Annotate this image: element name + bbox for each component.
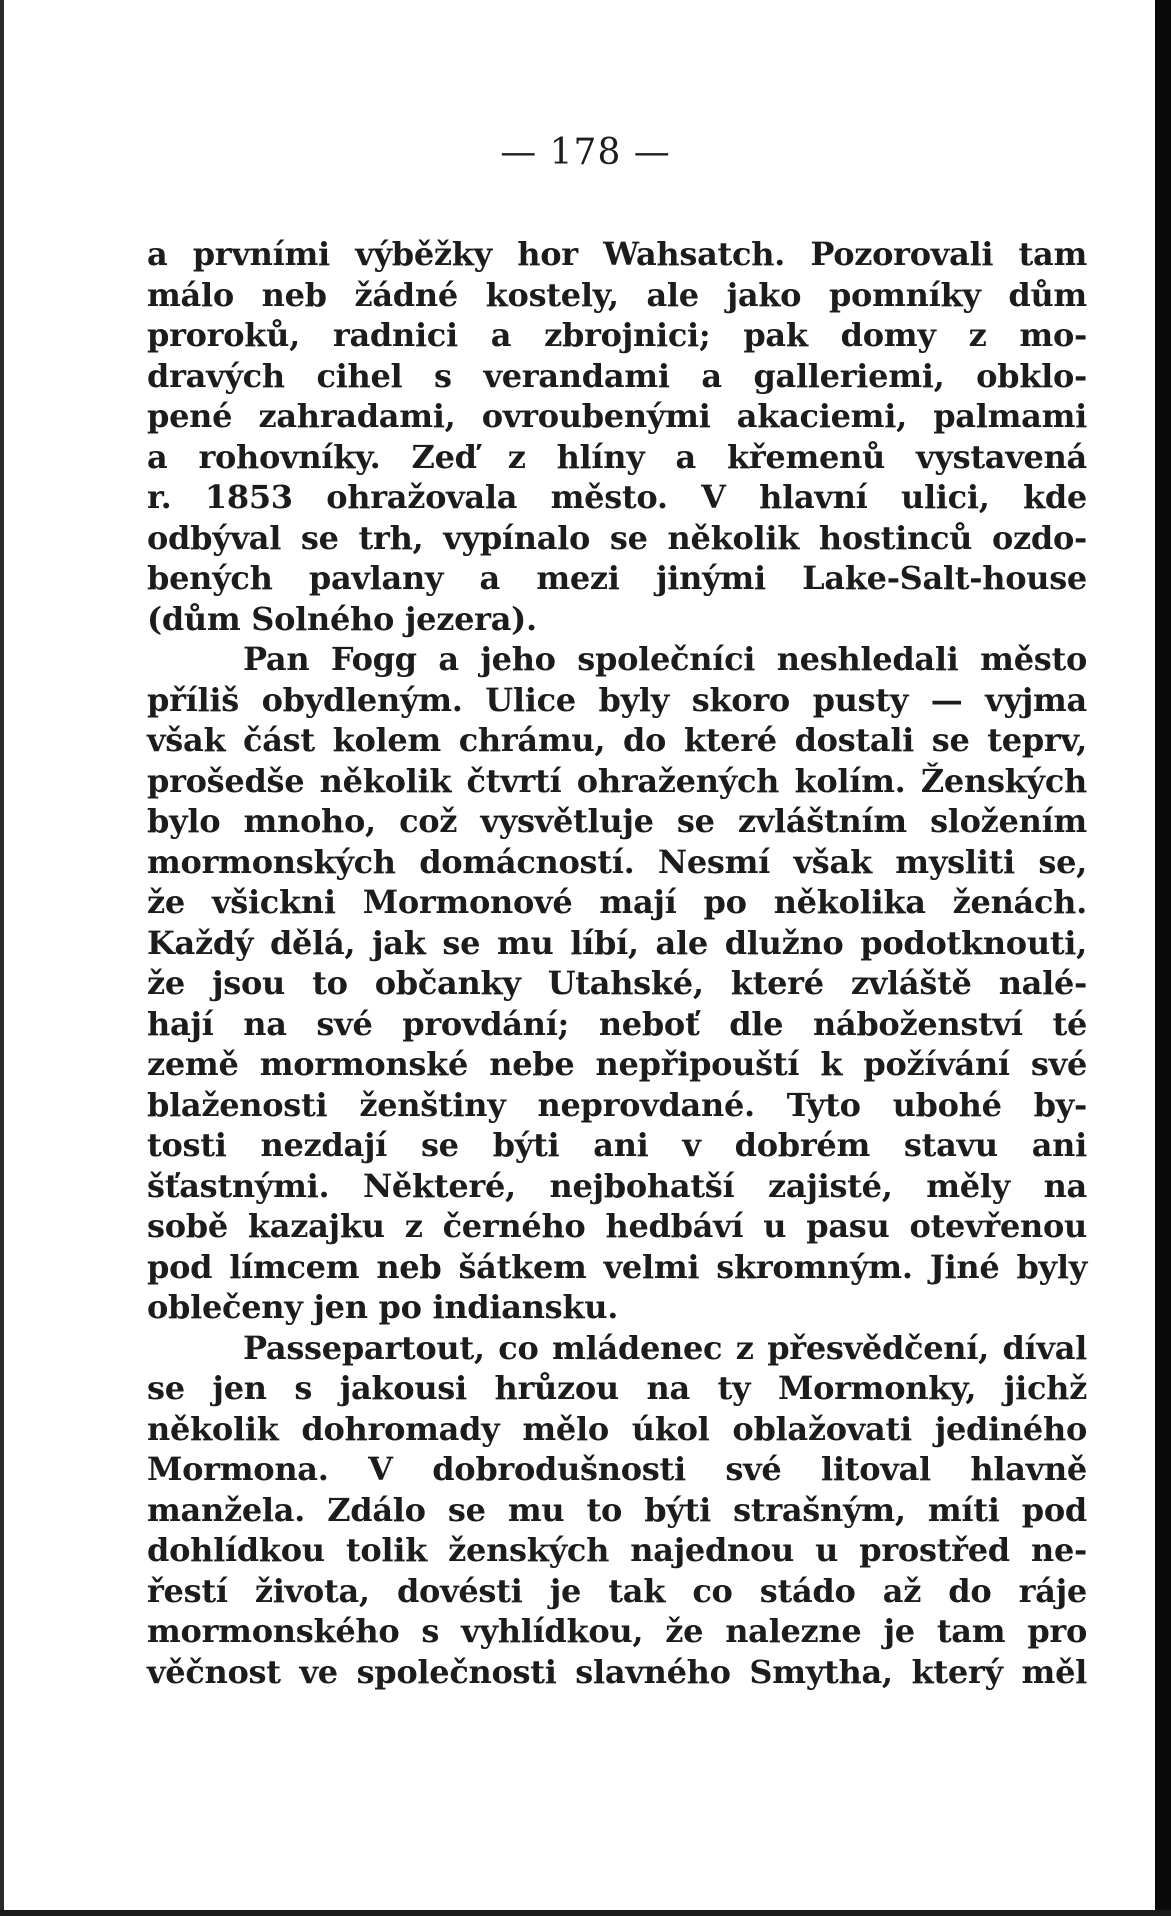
text-line: dravých cihel s verandami a galleriemi, obklo- [147, 356, 1087, 395]
text-line: oblečeny jen po indiansku. [147, 1288, 619, 1326]
text-line: řestí života, dovésti je tak co stádo až do ráje [147, 1571, 1087, 1610]
text-line: Passepartout, co mládenec z přesvědčení, díval [243, 1328, 1087, 1367]
text-line: sobě kazajku z černého hedbáví u pasu otevřenou [147, 1207, 1087, 1245]
text-line: Mormona. V dobrodušnosti své litoval hlavně [147, 1450, 1087, 1488]
text-line: dohlídkou tolik ženských najednou u prostřed ne- [147, 1531, 1087, 1569]
text-line: proroků, radnici a zbrojnici; pak domy z mo- [147, 316, 1087, 354]
text-line: věčnost ve společnosti slavného Smytha, který měl [147, 1652, 1087, 1691]
scan-edge-left [0, 0, 4, 1916]
text-line: blaženosti ženštiny neprovdané. Tyto ubohé by- [147, 1085, 1087, 1124]
text-line: Každý dělá, jak se mu líbí, ale dlužno podotknouti, [147, 923, 1087, 962]
text-line: země mormonské nebe nepřipouští k požívání své [147, 1045, 1087, 1083]
text-line: tosti nezdají se býti ani v dobrém stavu ani [147, 1126, 1087, 1164]
text-line: šťastnými. Některé, nejbohatší zajisté, měly na [147, 1166, 1087, 1205]
text-line: příliš obydleným. Ulice byly skoro pusty — vyjma [147, 680, 1087, 719]
text-line: prošedše několik čtvrtí ohražených kolím. Ženských [147, 761, 1087, 800]
page-number: — 178 — [500, 132, 671, 173]
scan-edge-right [1155, 0, 1171, 1916]
body-text [147, 234, 1087, 1692]
scan-edge-bottom [0, 1910, 1171, 1916]
text-line: že jsou to občanky Utahské, které zvláště nalé- [147, 964, 1087, 1002]
text-line: pené zahradami, ovroubenými akaciemi, palmami [147, 397, 1087, 435]
text-line: několik dohromady mělo úkol oblažovati jediného [147, 1409, 1087, 1448]
text-line: mormonského s vyhlídkou, že nalezne je tam pro [147, 1612, 1087, 1650]
text-line: (dům Solného jezera). [147, 599, 537, 638]
text-line: se jen s jakousi hrůzou na ty Mormonky, jichž [147, 1369, 1087, 1407]
text-line: že všickni Mormonové mají po několika ženách. [147, 883, 1087, 921]
text-line: r. 1853 ohražovala město. V hlavní ulici, kde [147, 478, 1087, 516]
text-line: odbýval se trh, vypínalo se několik hostinců ozdo- [147, 518, 1087, 557]
text-line: a rohovníky. Zeď z hlíny a křemenů vystavená [147, 437, 1087, 476]
text-line: bených pavlany a mezi jinými Lake-Salt-house [147, 559, 1087, 597]
text-line: a prvními výběžky hor Wahsatch. Pozorovali tam [147, 235, 1087, 273]
text-line: však část kolem chrámu, do které dostali se teprv, [147, 721, 1087, 759]
text-line: bylo mnoho, což vysvětluje se zvláštním složením [147, 802, 1087, 840]
text-line: manžela. Zdálo se mu to býti strašným, míti pod [147, 1490, 1087, 1529]
text-line: hají na své provdání; neboť dle náboženství té [147, 1004, 1087, 1043]
text-line: mormonských domácností. Nesmí však mysliti se, [147, 842, 1087, 881]
text-line: Pan Fogg a jeho společníci neshledali město [243, 640, 1087, 678]
text-line: málo neb žádné kostely, ale jako pomníky dům [147, 275, 1087, 314]
text-line: pod límcem neb šátkem velmi skromným. Jiné byly [147, 1247, 1087, 1286]
